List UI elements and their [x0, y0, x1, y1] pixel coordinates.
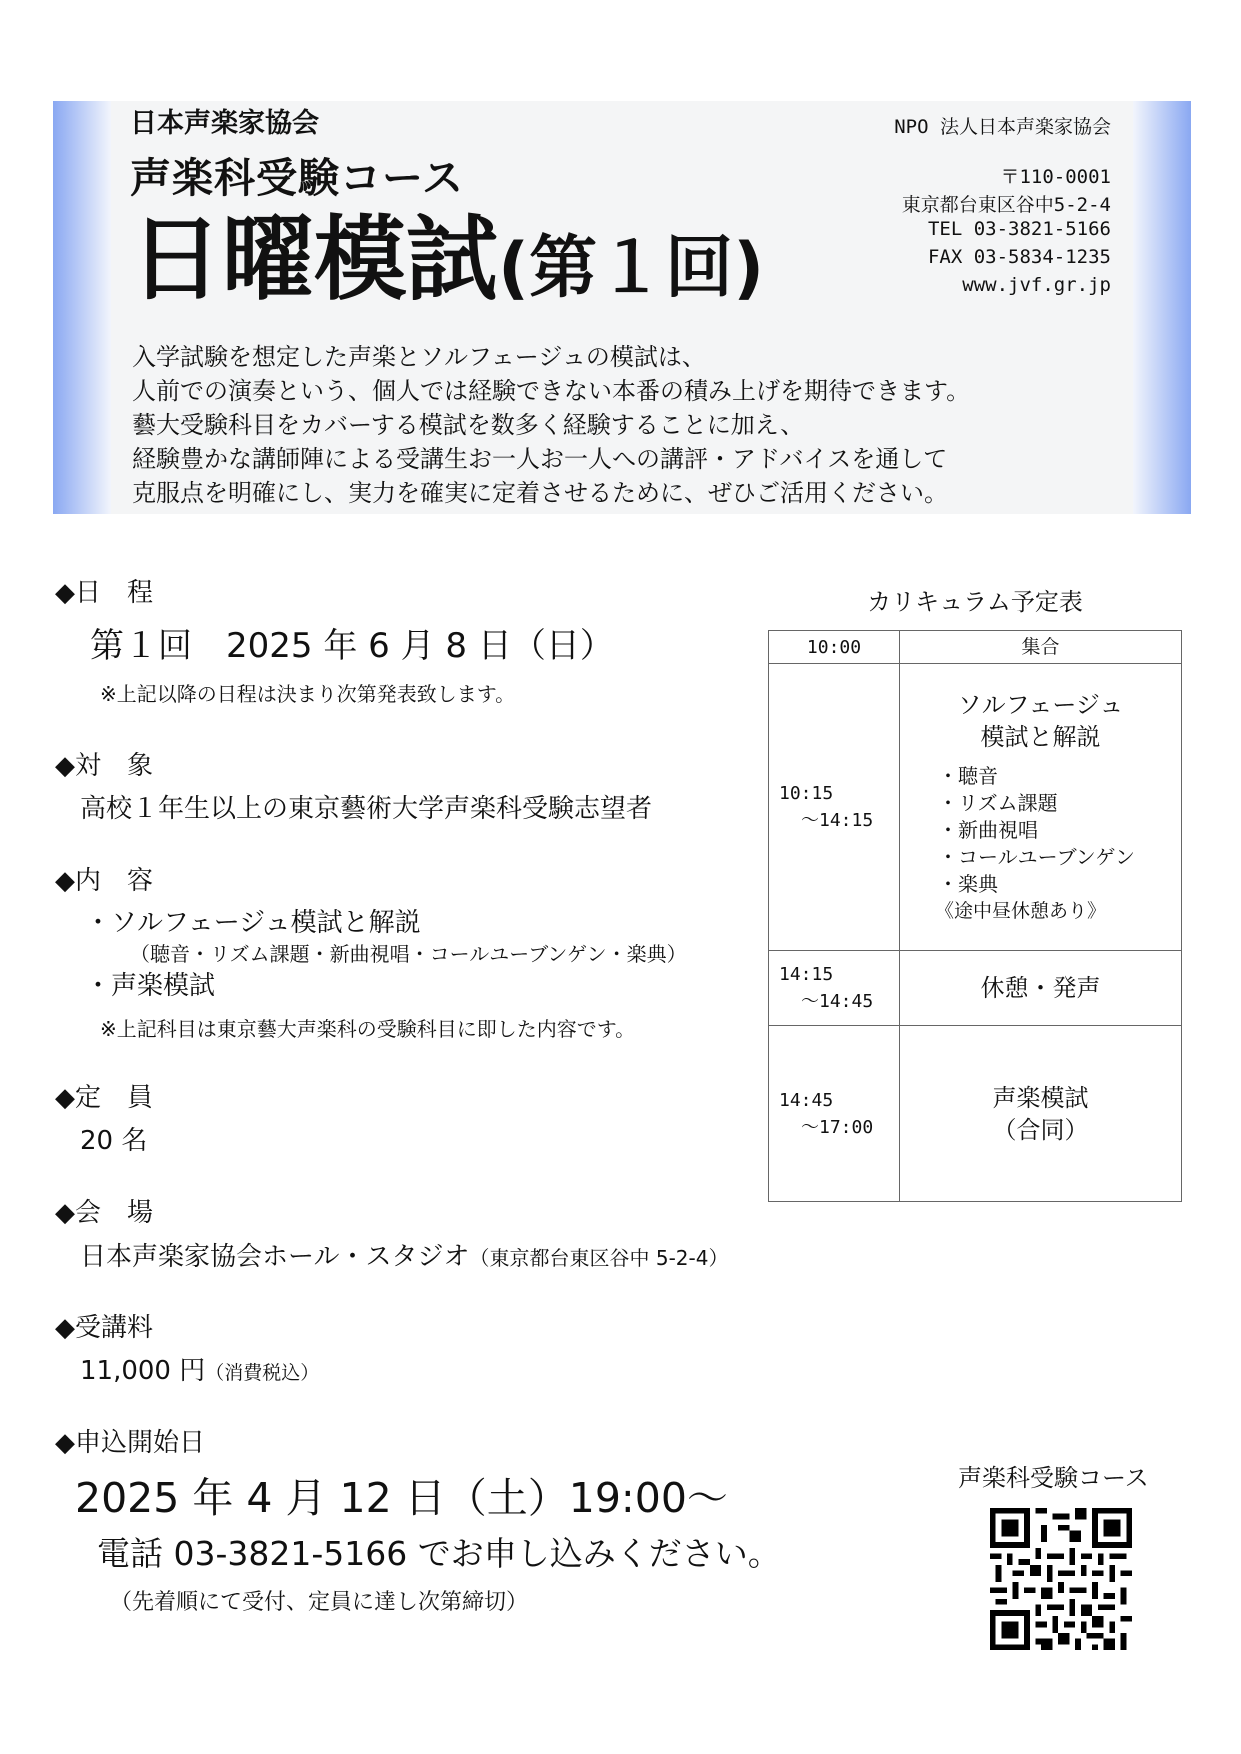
table-row [769, 951, 1182, 1026]
fee-amount: 11,000 円 [80, 1356, 206, 1386]
qr-code-icon[interactable] [990, 1508, 1132, 1650]
content-item-solfege: ・ソルフェージュ模試と解説 [85, 908, 421, 938]
content-heading: ◆内 容 [55, 866, 153, 896]
curriculum-caption: カリキュラム予定表 [867, 588, 1083, 616]
venue-value [80, 1236, 728, 1273]
time-cell: 10:00 [769, 631, 900, 664]
time-start: 10:15 [779, 783, 834, 804]
content-item-vocal: ・声楽模試 [85, 971, 216, 1001]
apply-phone: 電話 03-3821-5166 でお申し込みください。 [97, 1534, 781, 1573]
venue-heading: ◆会 場 [55, 1198, 153, 1228]
main-title-text: 日曜模試 [130, 206, 499, 313]
contact-org: NPO 法人日本声楽家協会 [894, 116, 1111, 138]
content-note: ※上記科目は東京藝大声楽科の受験科目に即した内容です。 [100, 1017, 636, 1041]
course-title: 声楽科受験コース [130, 154, 464, 202]
fee-value [80, 1350, 319, 1387]
list-item: ・リズム課題 [938, 791, 1058, 815]
venue-address: （東京都台東区谷中 5-2-4） [469, 1246, 729, 1270]
schedule-note: ※上記以降の日程は決まり次第発表致します。 [100, 682, 516, 706]
capacity-heading: ◆定 員 [55, 1083, 153, 1113]
activity-subtitle: （合同） [992, 1115, 1089, 1144]
time-cell [769, 1026, 900, 1202]
intro-line: 入学試験を想定した声楽とソルフェージュの模試は、 [132, 343, 706, 371]
time-cell [769, 664, 900, 951]
activity-cell: 休憩・発声 [900, 951, 1182, 1026]
target-value: 高校１年生以上の東京藝術大学声楽科受験志望者 [80, 794, 653, 824]
main-title [130, 205, 764, 324]
activity-items [900, 763, 1181, 898]
schedule-value: 第１回 2025 年 6 月 8 日（日） [90, 626, 614, 666]
time-start: 14:45 [779, 1089, 834, 1111]
schedule-heading: ◆日 程 [55, 578, 153, 608]
contact-fax: FAX 03-5834-1235 [927, 246, 1111, 268]
time-cell [769, 951, 900, 1026]
activity-cell [900, 1026, 1182, 1202]
list-item: ・楽典 [938, 872, 998, 896]
content-item-solfege-detail: （聴音・リズム課題・新曲視唱・コールユーブンゲン・楽典） [130, 942, 687, 966]
intro-line: 人前での演奏という、個人では経験できない本番の積み上げを期待できます。 [132, 377, 971, 405]
contact-address: 東京都台東区谷中5-2-4 [901, 194, 1111, 216]
venue-name: 日本声楽家協会ホール・スタジオ [80, 1242, 470, 1272]
activity-subtitle: 模試と解説 [980, 723, 1101, 751]
main-title-sub: (第１回) [498, 229, 765, 308]
contact-tel: TEL 03-3821-5166 [927, 218, 1111, 240]
time-end: ～17:00 [801, 1116, 874, 1138]
apply-heading: ◆申込開始日 [55, 1428, 205, 1458]
activity-cell [900, 664, 1182, 951]
header-gradient-right [1133, 101, 1191, 514]
list-item: ・聴音 [938, 764, 998, 788]
table-row [769, 664, 1182, 951]
activity-title: 声楽模試 [992, 1083, 1089, 1112]
table-row [769, 631, 1182, 664]
break-note: 《途中昼休憩あり》 [934, 900, 1106, 922]
fee-heading: ◆受講料 [55, 1313, 153, 1343]
intro-text [132, 340, 1122, 510]
time-end: ～14:15 [801, 810, 874, 831]
apply-note: （先着順にて受付、定員に達し次第締切） [110, 1590, 529, 1615]
intro-line: 経験豊かな講師陣による受講生お一人お一人への講評・アドバイスを通して [132, 445, 948, 473]
target-heading: ◆対 象 [55, 751, 153, 781]
list-item: ・コールユーブンゲン [938, 845, 1135, 869]
activity-title: ソルフェージュ [957, 691, 1124, 719]
contact-web[interactable]: www.jvf.gr.jp [962, 274, 1111, 296]
contact-postal: 〒110-0001 [1000, 166, 1111, 188]
apply-date: 2025 年 4 月 12 日（土）19:00～ [75, 1474, 728, 1522]
intro-line: 克服点を明確にし、実力を確実に定着させるために、ぜひご活用ください。 [132, 479, 948, 507]
time-start: 14:15 [779, 964, 834, 985]
capacity-value: 20 名 [80, 1126, 148, 1156]
activity-cell: 集合 [900, 631, 1182, 664]
qr-label: 声楽科受験コース [958, 1464, 1149, 1492]
fee-tax: （消費税込） [205, 1362, 320, 1384]
list-item: ・新曲視唱 [938, 818, 1038, 842]
intro-line: 藝大受験科目をカバーする模試を数多く経験することに加え、 [132, 411, 805, 439]
table-row [769, 1026, 1182, 1202]
org-name: 日本声楽家協会 [130, 108, 319, 139]
time-end: ～14:45 [801, 991, 874, 1012]
header-gradient-left [53, 101, 111, 514]
curriculum-table [768, 630, 1182, 1202]
